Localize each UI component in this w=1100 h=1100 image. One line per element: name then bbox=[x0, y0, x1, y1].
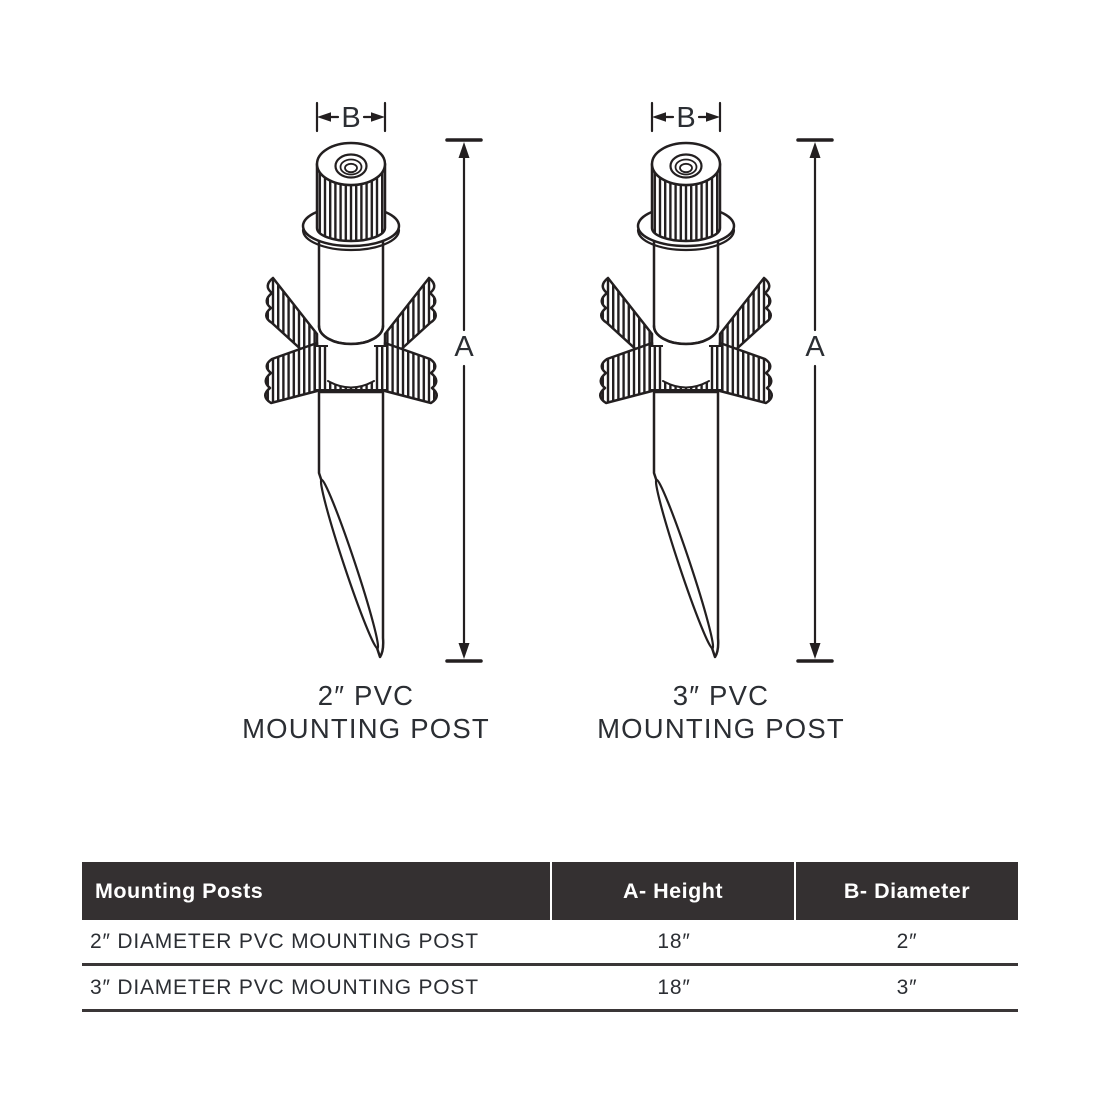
post-illustration-3in bbox=[600, 102, 832, 661]
spec-table-header bbox=[82, 862, 1018, 920]
caption-line-1: 2″ PVC bbox=[317, 680, 415, 711]
header-cell-mounting-posts: Mounting Posts bbox=[82, 862, 550, 920]
dim-label-a: A bbox=[805, 331, 825, 363]
post-body-drawing bbox=[265, 143, 437, 657]
row-name: 2″ DIAMETER PVC MOUNTING POST bbox=[90, 929, 479, 953]
post-illustration-2in bbox=[265, 102, 481, 661]
post-body-drawing bbox=[600, 143, 772, 657]
a-dimension-line bbox=[447, 140, 481, 661]
dim-label-a: A bbox=[454, 331, 474, 363]
caption-line-2: MOUNTING POST bbox=[597, 713, 845, 744]
table-row bbox=[82, 920, 1018, 966]
caption-2in-post bbox=[186, 679, 546, 745]
row-height-value: 18″ bbox=[657, 929, 691, 953]
header-cell-b-diameter: B- Diameter bbox=[796, 862, 1018, 920]
spec-table bbox=[82, 862, 1018, 1012]
row-name: 3″ DIAMETER PVC MOUNTING POST bbox=[90, 975, 479, 999]
row-height-value: 18″ bbox=[657, 975, 691, 999]
row-diameter-value: 3″ bbox=[896, 975, 918, 999]
caption-3in-post bbox=[541, 679, 901, 745]
row-diameter-value: 2″ bbox=[896, 929, 918, 953]
dim-label-b: B bbox=[676, 102, 696, 134]
caption-line-1: 3″ PVC bbox=[672, 680, 770, 711]
dim-label-b: B bbox=[341, 102, 361, 134]
a-dimension-line bbox=[798, 140, 832, 661]
table-row bbox=[82, 966, 1018, 1012]
caption-line-2: MOUNTING POST bbox=[242, 713, 490, 744]
header-cell-a-height: A- Height bbox=[552, 862, 794, 920]
